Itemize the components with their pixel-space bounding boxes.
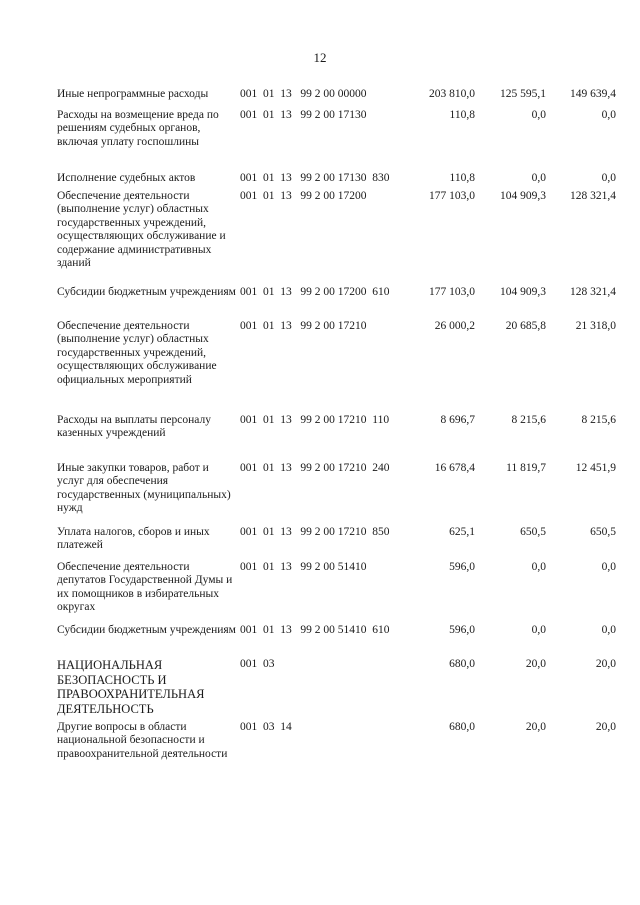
row-value-2: 20 685,8	[505, 320, 546, 332]
row-description: Субсидии бюджетным учреждениям	[57, 624, 236, 636]
row-value-2: 11 819,7	[506, 462, 546, 474]
row-value-1: 8 696,7	[440, 414, 475, 426]
row-code: 001 01 13 99 2 00 17210 240	[240, 462, 390, 474]
row-description: Иные непрограммные расходы	[57, 88, 209, 100]
row-value-3: 128 321,4	[570, 286, 616, 298]
row-value-2: 0,0	[531, 561, 546, 573]
row-value-2: 0,0	[531, 172, 546, 184]
row-description: Обеспечение деятельности (выполнение услуг) областных государственных учреждений, осуществляющих обслуживание и содержание административных зданий	[57, 190, 226, 270]
row-value-3: 0,0	[601, 624, 616, 636]
row-value-3: 128 321,4	[570, 190, 616, 202]
row-value-3: 20,0	[595, 721, 616, 733]
row-value-2: 20,0	[525, 721, 546, 733]
row-description: Исполнение судебных актов	[57, 172, 196, 184]
row-value-2: 8 215,6	[511, 414, 546, 426]
row-code: 001 01 13 99 2 00 51410	[240, 561, 367, 573]
row-value-1: 203 810,0	[429, 88, 475, 100]
row-code: 001 01 13 99 2 00 17200 610	[240, 286, 390, 298]
row-value-1: 110,8	[449, 109, 475, 121]
row-value-3: 8 215,6	[581, 414, 616, 426]
row-value-2: 0,0	[531, 624, 546, 636]
row-value-3: 0,0	[601, 561, 616, 573]
row-description: Уплата налогов, сборов и иных платежей	[57, 526, 210, 552]
page-number: 12	[313, 50, 327, 65]
row-value-1: 177 103,0	[429, 190, 475, 202]
row-description: Обеспечение деятельности (выполнение услуг) областных государственных учреждений, осуществляющих обслуживание официальных мероприятий	[57, 320, 217, 386]
row-code: 001 01 13 99 2 00 17130	[240, 109, 367, 121]
row-value-1: 110,8	[449, 172, 475, 184]
row-description: Обеспечение деятельности депутатов Государственной Думы и их помощников в избирательных округах	[57, 561, 233, 614]
row-value-2: 650,5	[520, 526, 546, 538]
row-description: Субсидии бюджетным учреждениям	[57, 286, 236, 298]
row-code: 001 01 13 99 2 00 17210 850	[240, 526, 390, 538]
row-value-1: 680,0	[449, 658, 475, 670]
row-value-3: 0,0	[601, 109, 616, 121]
row-value-2: 104 909,3	[500, 286, 546, 298]
row-value-1: 625,1	[449, 526, 475, 538]
row-code: 001 03 14	[240, 721, 292, 733]
row-value-1: 680,0	[449, 721, 475, 733]
row-code: 001 01 13 99 2 00 17210 110	[240, 414, 390, 426]
row-value-1: 596,0	[449, 561, 475, 573]
row-value-2: 0,0	[531, 109, 546, 121]
row-description: Иные закупки товаров, работ и услуг для обеспечения государственных (муниципальных) нужд	[57, 462, 231, 515]
section-heading: НАЦИОНАЛЬНАЯ БЕЗОПАСНОСТЬ И ПРАВООХРАНИТЕЛЬНАЯ ДЕЯТЕЛЬНОСТЬ	[57, 658, 205, 716]
row-value-3: 20,0	[595, 658, 616, 670]
row-value-2: 104 909,3	[500, 190, 546, 202]
row-value-2: 125 595,1	[500, 88, 546, 100]
row-value-3: 650,5	[590, 526, 616, 538]
row-value-1: 16 678,4	[434, 462, 475, 474]
row-code: 001 01 13 99 2 00 00000	[240, 88, 367, 100]
row-code: 001 01 13 99 2 00 51410 610	[240, 624, 390, 636]
row-value-3: 21 318,0	[575, 320, 616, 332]
row-description: Расходы на выплаты персоналу казенных учреждений	[57, 414, 211, 440]
row-description: Другие вопросы в области национальной безопасности и правоохранительной деятельности	[57, 721, 228, 760]
row-value-3: 12 451,9	[575, 462, 616, 474]
row-code: 001 01 13 99 2 00 17130 830	[240, 172, 390, 184]
row-code: 001 01 13 99 2 00 17200	[240, 190, 367, 202]
row-value-3: 149 639,4	[570, 88, 616, 100]
row-value-1: 26 000,2	[434, 320, 475, 332]
row-value-1: 596,0	[449, 624, 475, 636]
row-value-2: 20,0	[525, 658, 546, 670]
row-description: Расходы на возмещение вреда по решениям судебных органов, включая уплату госпошлины	[57, 109, 219, 148]
row-value-3: 0,0	[601, 172, 616, 184]
row-code: 001 01 13 99 2 00 17210	[240, 320, 367, 332]
row-code: 001 03	[240, 658, 275, 670]
row-value-1: 177 103,0	[429, 286, 475, 298]
